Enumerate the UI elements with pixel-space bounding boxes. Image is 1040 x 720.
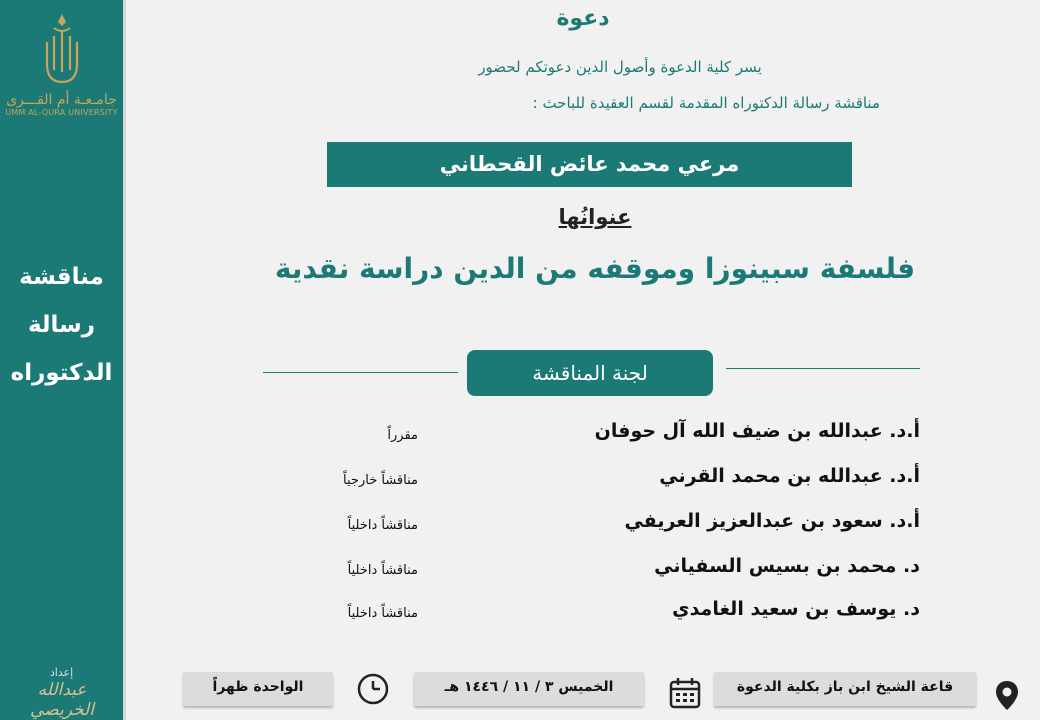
committee-member-name: د. يوسف بن سعيد الغامدي <box>672 598 920 620</box>
researcher-name: مرعي محمد عائض القحطاني <box>327 142 852 187</box>
clock-icon <box>356 672 390 706</box>
location-pin-icon <box>994 680 1020 712</box>
committee-heading: لجنة المناقشة <box>467 350 713 396</box>
page-title: دعوة <box>556 6 610 31</box>
side-title-line-1: مناقشة <box>19 264 104 290</box>
thesis-title: فلسفة سبينوزا وموقفه من الدين دراسة نقدية <box>274 252 916 285</box>
calendar-icon <box>668 676 702 710</box>
thesis-label: عنوانُها <box>558 205 632 229</box>
side-title-line-3: الدكتوراه <box>10 360 113 386</box>
date-pill: الخميس ٣ / ١١ / ١٤٤٦ هـ <box>414 672 644 706</box>
committee-member-name: د. محمد بن بسيس السفياني <box>654 555 920 577</box>
prepared-by-label: إعداد <box>49 666 74 679</box>
signature: عبدالله الخريصي <box>30 680 94 720</box>
time-pill: الواحدة ظهراً <box>183 672 333 706</box>
side-title-line-2: رسالة <box>27 312 96 338</box>
university-logo-icon <box>32 12 92 90</box>
committee-member-name: أ.د. عبدالله بن ضيف الله آل حوفان <box>594 420 920 442</box>
committee-member-role: مناقشاً داخلياً <box>347 563 418 578</box>
committee-member-role: مناقشاً داخلياً <box>347 606 418 621</box>
divider-right <box>726 368 920 369</box>
sidebar <box>0 0 126 720</box>
divider-left <box>263 372 458 373</box>
committee-member-role: مناقشاً داخلياً <box>347 518 418 533</box>
location-pill: قاعة الشيخ ابن باز بكلية الدعوة <box>714 672 976 706</box>
committee-member-role: مناقشاً خارجياً <box>343 473 418 488</box>
university-name-en: UMM AL-QURA UNIVERSITY <box>5 108 118 117</box>
university-logo <box>0 12 123 117</box>
invitation-line: يسر كلية الدعوة وأصول الدين دعوتكم لحضور <box>478 58 762 76</box>
university-name-ar: جامـعـة أم القـــرى <box>6 92 117 108</box>
committee-member-name: أ.د. سعود بن عبدالعزيز العريفي <box>624 510 920 532</box>
defense-line: مناقشة رسالة الدكتوراه المقدمة لقسم العقيدة للباحث : <box>532 94 880 112</box>
committee-member-role: مقرراً <box>387 428 418 443</box>
committee-member-name: أ.د. عبدالله بن محمد القرني <box>659 465 920 487</box>
